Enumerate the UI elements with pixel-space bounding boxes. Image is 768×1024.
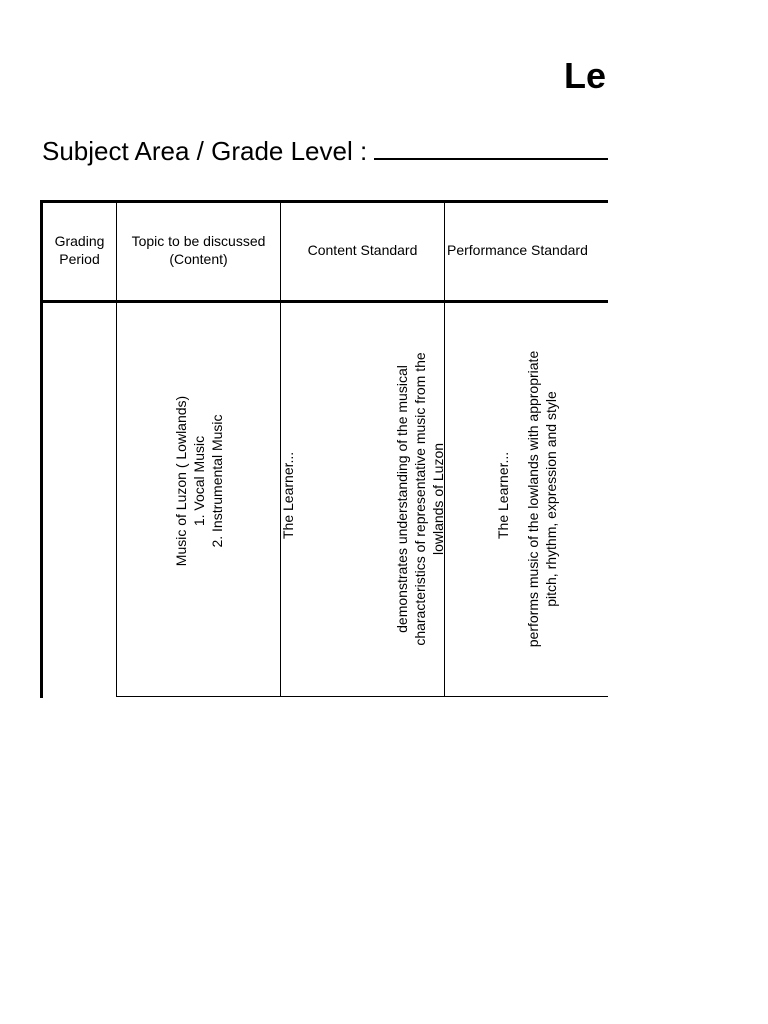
performance-standard-rotated-text bbox=[494, 309, 560, 689]
row-bottom-border bbox=[117, 696, 608, 697]
content-standard-line-2: characteristics of representative music from the bbox=[411, 352, 428, 646]
performance-standard-line-2: pitch, rhythm, expression and style bbox=[542, 391, 559, 607]
content-standard-rotated-text bbox=[279, 309, 447, 689]
performance-standard-gap bbox=[512, 309, 524, 689]
header-performance-standard: Performance Standard bbox=[447, 242, 588, 258]
cell-content-standard bbox=[281, 302, 444, 696]
content-standard-line-3: lowlands of Luzon bbox=[429, 442, 446, 556]
header-topic: Topic to be discussed (Content) bbox=[131, 233, 266, 267]
performance-standard-lead: The Learner... bbox=[494, 451, 511, 539]
subject-grade-blank bbox=[374, 136, 608, 160]
content-standard-lead: The Learner... bbox=[279, 451, 296, 539]
content-standard-line-1: demonstrates understanding of the musical bbox=[393, 365, 410, 633]
topic-title: Music of Luzon ( Lowlands) bbox=[172, 395, 189, 567]
header-content-standard: Content Standard bbox=[307, 242, 418, 258]
document-title: Le bbox=[564, 55, 607, 96]
topic-item-2: 2. Instrumental Music bbox=[208, 414, 225, 548]
content-standard-gap bbox=[297, 309, 393, 689]
topic-item-1: 1. Vocal Music bbox=[190, 435, 207, 527]
performance-standard-line-1: performs music of the lowlands with appropriate bbox=[524, 350, 541, 648]
learning-plan-table bbox=[40, 200, 608, 698]
cell-grading-period bbox=[43, 302, 116, 696]
cell-performance-standard bbox=[445, 302, 608, 696]
header-grading-period: Grading Period bbox=[54, 233, 105, 267]
subject-grade-line bbox=[42, 134, 608, 168]
topic-rotated-text bbox=[172, 291, 226, 671]
subject-grade-label: Subject Area / Grade Level : bbox=[42, 136, 368, 166]
cell-topic bbox=[117, 302, 280, 696]
